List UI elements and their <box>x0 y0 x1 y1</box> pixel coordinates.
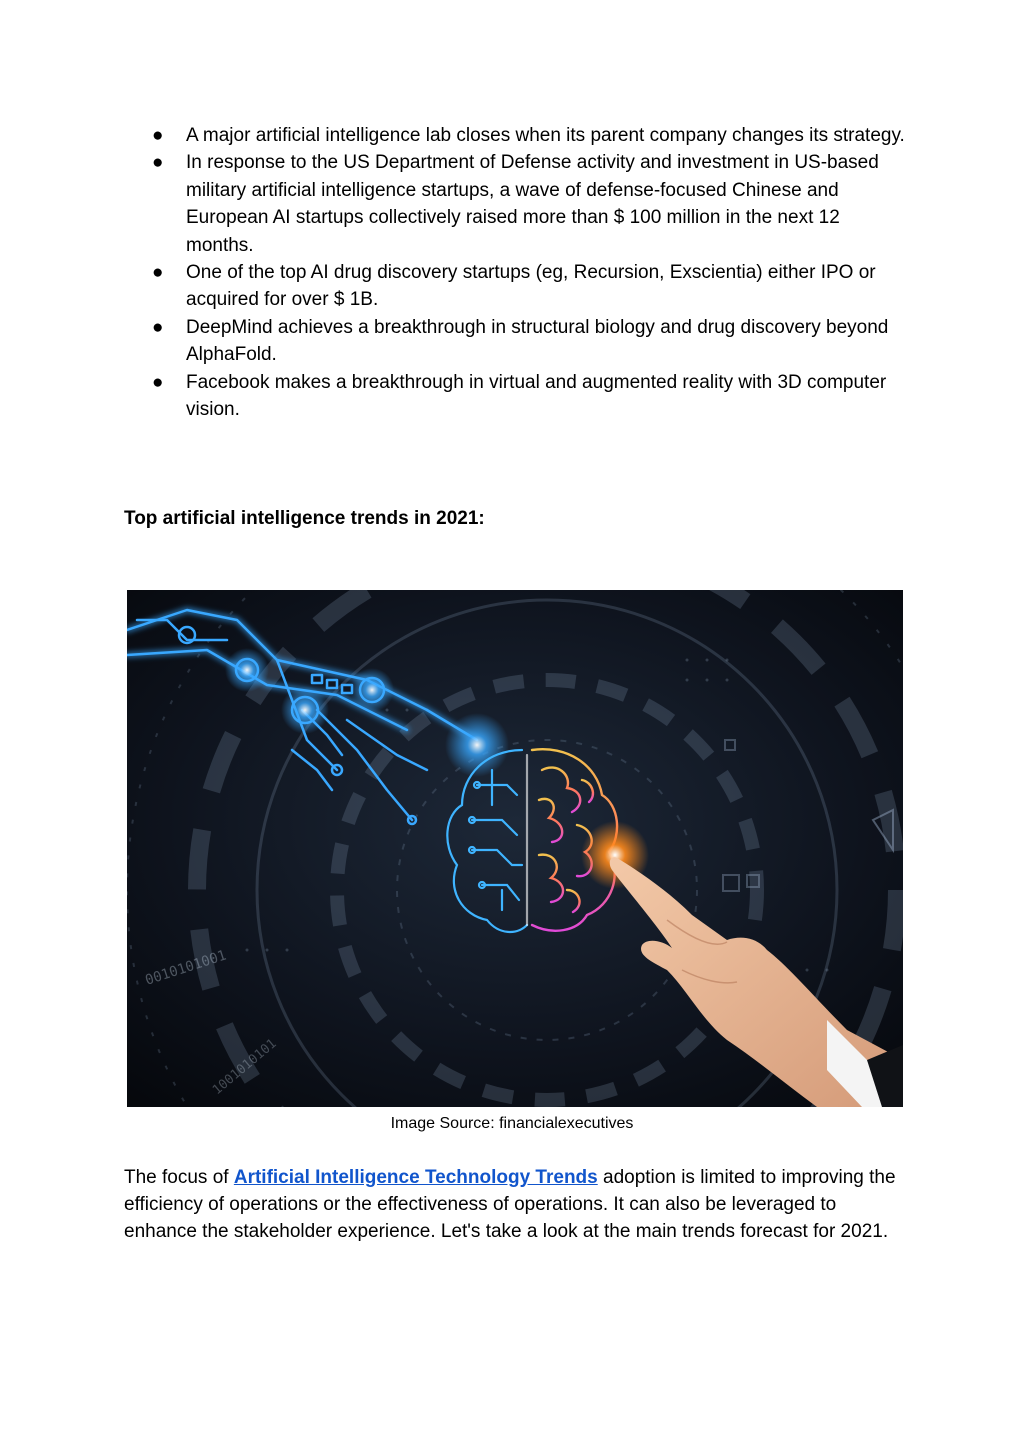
section-heading: Top artificial intelligence trends in 2021: <box>124 508 485 529</box>
bullet-list <box>152 122 912 423</box>
bullet-marker: ● <box>152 316 164 338</box>
list-item <box>152 259 912 314</box>
ai-trends-link[interactable]: Artificial Intelligence Technology Trends <box>233 1167 598 1188</box>
bullet-marker: ● <box>152 371 164 393</box>
bullet-marker: ● <box>152 262 164 284</box>
ai-brain-illustration <box>127 590 903 1107</box>
list-item-text: DeepMind achieves a breakthrough in structural biology and drug discovery beyond AlphaFold. <box>186 316 889 366</box>
list-item-text: A major artificial intelligence lab closes when its parent company changes its strategy. <box>186 125 905 146</box>
list-item <box>152 314 912 369</box>
paragraph-prefix: The focus of <box>124 1167 234 1188</box>
bullet-marker: ● <box>152 125 164 146</box>
list-item <box>152 369 912 424</box>
bullet-marker: ● <box>152 152 164 174</box>
list-item <box>152 149 912 259</box>
list-item-text: One of the top AI drug discovery startups (eg, Recursion, Exscientia) either IPO or acquired for over $ 1B. <box>186 262 876 311</box>
list-item-text: Facebook makes a breakthrough in virtual and augmented reality with 3D computer vision. <box>186 371 887 421</box>
paragraph-suffix: adoption is limited to improving the efficiency of operations or the effectiveness of operations. It can also be leveraged to enhance the stakeholder experience. Let's take a look at the main trends forecast for 2021. <box>124 1167 896 1242</box>
list-item <box>152 122 912 149</box>
image-caption: Image Source: financialexecutives <box>390 1115 634 1132</box>
body-paragraph <box>124 1164 904 1245</box>
binary-text-2: 1001010101 <box>209 1036 280 1099</box>
binary-text-1: 0010101001 <box>143 947 229 989</box>
ai-brain-illustration-svg <box>127 590 903 1107</box>
list-item-text: In response to the US Department of Defense activity and investment in US-based military artificial intelligence startups, a wave of defense-focused Chinese and European AI startups collectively raised more than $ 100 million in the next 12 months. <box>186 152 879 256</box>
